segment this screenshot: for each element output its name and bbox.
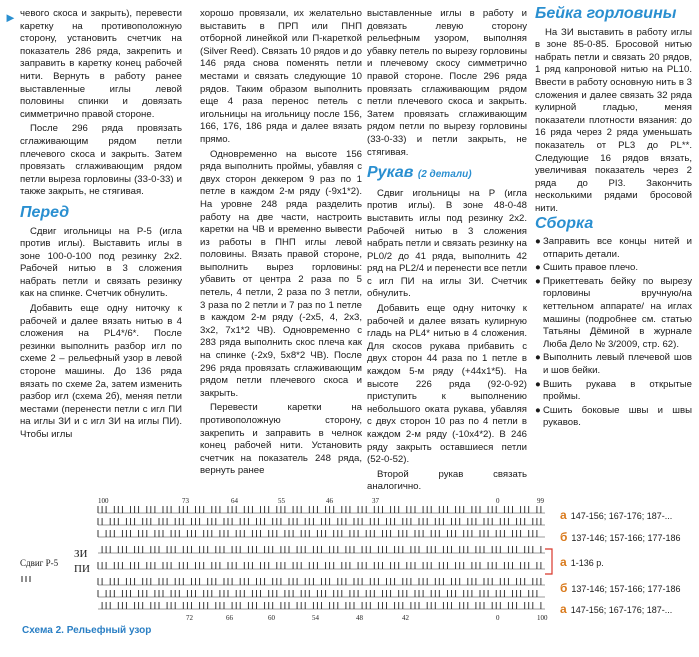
section-heading-sleeve xyxy=(367,164,527,182)
top-tick-label: 55 xyxy=(278,497,285,505)
chart-caption: Схема 2. Рельефный узор xyxy=(22,625,152,636)
front-left-finish-paragraph: выставленные иглы в работу и довязать левую сторону рельефным узором, выполняя убавку петель по вырезу горловины и плечевому скосу симметрично правой стороне. После 296 ряда провязать сглаживающим рядом петли плечевого скоса и закрыть. Затем провязать сглаживающим рядом петли по вырезу горловины (33-0-33) и петли закрыть, не стягивая. xyxy=(367,8,527,158)
column-1 xyxy=(20,8,182,444)
column-2 xyxy=(200,8,362,480)
neckband-paragraph: На ЗИ выставить в работу иглы в зоне 85-0-85. Бросовой нитью набрать петли и связать 20 рядов, 1 ряд капроновой нитью на PL10. Ввести в работу основную нить в 3 сложения и далее связать 32 ряда кулирной гладью, меняя показатели плотности вязания: до 16 ряда через 2 ряда уменьшать показатель от PL3 до PL**. Следующие 16 рядов вязать, увеличивая показатель через 2 ряда до PI3. Закончить несколькими рядами бросовой нити. xyxy=(535,26,692,214)
list-item: ● Выполнить левый плечевой шов и шов бейки. xyxy=(535,352,692,377)
legend-entry: б 137-146; 157-166; 177-186 xyxy=(560,581,681,595)
sleeve-heading-sub: (2 детали) xyxy=(417,169,472,181)
list-item: ● Вшить рукава в открытые проймы. xyxy=(535,378,692,403)
sleeve-body-paragraph: Добавить еще одну ниточку к рабочей и далее вязать кулирную гладь на PL4* нитью в 4 сложения. Для скосов рукава прибавить с двух сторон 44 раза по 1 петле в каждом 5-м ряду (+44x1*5). На высоте 226 ряда (92-0-92) приступить к выполнению небольшого оката рукава, убавляя с двух сторон 10 раз по 4 петли в каждом 2-м ряду (-10x4*2). В 246 ряду закрыть оставшиеся петли (52-0-52). xyxy=(367,303,527,466)
top-tick-label: 0 xyxy=(496,497,500,505)
bottom-tick-label: 72 xyxy=(186,614,193,622)
column-4 xyxy=(535,5,692,431)
legend-entry: а 147-156; 167-176; 187-... xyxy=(560,602,673,616)
section-heading-neckband: Бейка горловины xyxy=(535,5,677,22)
section-heading-assembly: Сборка xyxy=(535,214,594,232)
continuation-arrow-icon: ► xyxy=(4,10,17,25)
list-item: ● Сшить боковые швы и швы рукавов. xyxy=(535,404,692,429)
pattern-diagram xyxy=(0,494,699,657)
assembly-list xyxy=(535,236,692,430)
top-tick-label: 37 xyxy=(372,497,379,505)
legend-entry: б 137-146; 157-166; 177-186 xyxy=(560,530,681,544)
section-heading-front: Перед xyxy=(20,203,70,221)
shift-label: Сдвиг Р-5 xyxy=(20,558,59,568)
front-rib-paragraph: Сдвиг игольницы на Р-5 (игла против иглы). Выставить иглы в зоне 100-0-100 под резинку 2x2. Рабочей нитью в 3 сложения набрать петли и связать резинку как на спинке. Счетчик обнулить. xyxy=(20,225,182,300)
bottom-tick-label: 0 xyxy=(496,614,500,622)
list-item: ● Сшить правое плечо. xyxy=(535,262,639,274)
legend-entry: а 1-136 р. xyxy=(560,555,604,569)
sleeve-heading-text: Рукав xyxy=(367,164,414,182)
bottom-tick-label: 42 xyxy=(402,614,409,622)
bottom-tick-label: 66 xyxy=(226,614,233,622)
sleeve-second-paragraph: Второй рукав связать аналогично. xyxy=(367,468,527,493)
bullet-icon: ● xyxy=(535,275,541,287)
top-tick-label: 64 xyxy=(231,497,238,505)
row-label-zi: ЗИ xyxy=(74,548,88,560)
top-tick-label: 99 xyxy=(537,497,544,505)
red-bracket xyxy=(545,549,552,574)
back-shoulder-paragraph: После 296 ряда провязать сглаживающим рядом петли плечевого скоса и закрыть. Затем провязать сглаживающим рядом петли выреза горловины (33-0-33) и также закрыть, не стягивая. xyxy=(20,123,182,198)
row-label-pi: ПИ xyxy=(74,563,90,575)
list-item: ● Прикеттевать бейку по вырезу горловины вручную/на кеттельном аппарате/ на иглах машины (подробнее см. статью Татьяны Дёминой в журнале Люба Дело № 3/2009, стр. 62). xyxy=(535,275,692,350)
bullet-icon: ● xyxy=(535,262,541,274)
sleeve-rib-paragraph: Сдвиг игольницы на Р (игла против иглы). В зоне 48-0-48 выставить иглы под резинку 2x2. Рабочей нитью в 3 сложения набрать петли и связать резинку на PL0/2 до 41 ряда, выполнить 42 ряд на PL2/4 и перенести все петли с игл ПИ на иглы ЗИ. Счетчик обнулить. xyxy=(367,187,527,300)
front-armhole-paragraph: Одновременно на высоте 156 ряда выполнить проймы, убавляя с двух сторон деккером 9 раз по 1 петле в каждом 2-м ряду (-9x1*2). На уровне 248 ряда разделить работу на две части, настроить каретки на ЧВ и временно вывести из работы в ПНП иглы левой половины. Вязать правой стороне, выполнить вырез горловины: убавить от центра 2 раза по 5 петель, 4 петли, 2 раза по 3 петли, 3 раза по 2 петли и 7 раз по 1 петле в каждом 2-м ряду (-2x5, 4, 2x3, 3x2, 7x1*2 ЧВ). Одновременно с 283 ряда выполнить скос плеча как на спинке (-2x9, 5x8*2 ЧВ). После 296 ряда провязать сглаживающим рядом петли плечевого скоса и закрыть. xyxy=(200,148,362,399)
bullet-icon: ● xyxy=(535,378,541,390)
bottom-tick-label: 60 xyxy=(268,614,275,622)
list-item: ● Заправить все концы нитей и отпарить детали. xyxy=(535,236,692,260)
bullet-icon: ● xyxy=(535,352,541,364)
bullet-icon: ● xyxy=(535,236,541,248)
top-tick-label: 46 xyxy=(326,497,333,505)
column-3 xyxy=(367,8,527,496)
front-pattern-paragraph: Добавить еще одну ниточку к рабочей и далее вязать нитью в 4 сложения на PL4*/6*. После резинки выполнить разбор игл по схеме 2 – рельефный узор в левой стороне машины. До 136 ряда вязать по схеме 2а, затем изменить разбор игл (схема 2б), меняя петли местами (перенести петли с игл ПИ на иглы ЗИ и с игл ЗИ на иглы ПИ). Чтобы иглы xyxy=(20,303,182,440)
top-tick-label: 73 xyxy=(182,497,189,505)
legend-entry: а 147-156; 167-176; 187-... xyxy=(560,508,673,522)
front-transfer-paragraph: хорошо провязали, их желательно выставить в ПРП или ПНП отборной линейкой или П-кареткой (Silver Reed). Связать 10 рядов и до 146 ряда снова поменять петли местами и связать следующие 10 рядов. Таким образом выполнить еще 4 раза перенос петель с игольницы на игольницу после 156, 166, 176, 186 ряда и далее вязать прямо. xyxy=(200,8,362,145)
top-tick-label: 100 xyxy=(98,497,109,505)
bottom-tick-label: 100 xyxy=(537,614,548,622)
bottom-tick-label: 54 xyxy=(312,614,319,622)
back-ending-paragraph: чевого скоса и закрыть), перевести каретку на противоположную сторону, установить счетчик на показатель 286 ряда, закрепить и заправить в каретку конец рабочей нити. Вернуть в работу ранее выставленные иглы левой половины спинки и довязать симметрично правой стороне. xyxy=(20,8,182,120)
bottom-tick-label: 48 xyxy=(356,614,363,622)
bullet-icon: ● xyxy=(535,404,541,416)
front-left-side-paragraph: Перевести каретки на противоположную сторону, закрепить и заправить в челнок конец рабочей нити. Установить счетчик на показатель 248 ряда, вернуть ранее xyxy=(200,402,362,477)
